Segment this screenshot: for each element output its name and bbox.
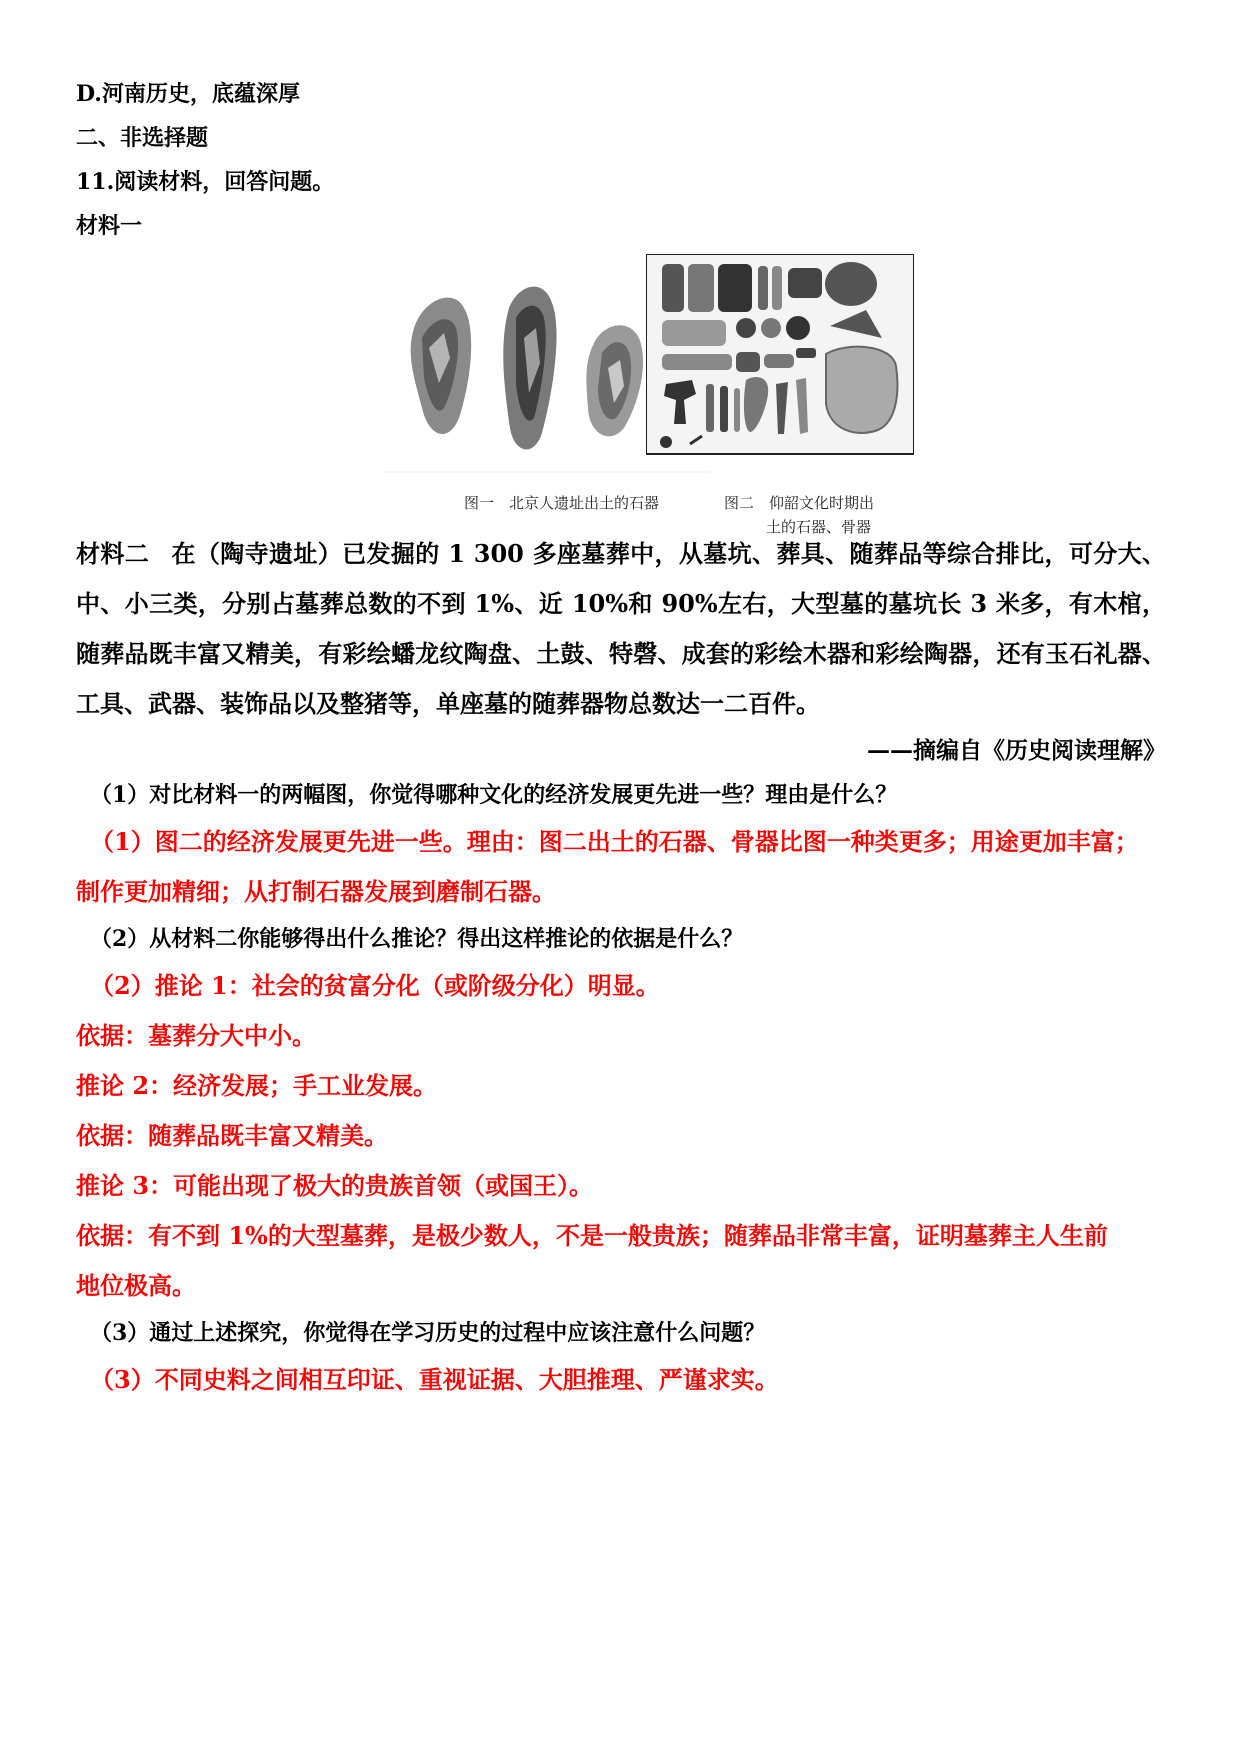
answer-2-basis-1: 依据：墓葬分大中小。 (76, 1021, 316, 1050)
answer-2-inference-2: 推论 2：经济发展；手工业发展。 (76, 1071, 438, 1100)
answer-1-line-2: 制作更加精细；从打制石器发展到磨制石器。 (76, 877, 556, 906)
answer-2-basis-3-line-2: 地位极高。 (76, 1271, 196, 1300)
figures-area (76, 254, 1166, 536)
material-1-label: 材料一 (76, 213, 143, 239)
question-11-title: 11.阅读材料，回答问题。 (76, 169, 335, 195)
figure-2-caption-line-1: 图二 仰韶文化时期出 (724, 494, 875, 512)
answer-1-line-1: （1）图二的经济发展更先进一些。理由：图二出土的石器、骨器比图一种类更多；用途更加丰富； (90, 827, 1139, 856)
material-2-source: ——摘编自《历史阅读理解》 (867, 737, 1166, 764)
option-d: D.河南历史，底蕴深厚 (76, 81, 300, 107)
answer-2-basis-3-line-1: 依据：有不到 1%的大型墓葬，是极少数人，不是一般贵族；随葬品非常丰富，证明墓葬主人生前 (76, 1221, 1108, 1250)
figure-1-caption: 图一 北京人遗址出土的石器 (464, 494, 660, 512)
answer-2-inference-3: 推论 3：可能出现了极大的贵族首领（或国王）。 (76, 1171, 594, 1200)
question-2: （2）从材料二你能够得出什么推论？得出这样推论的依据是什么？ (90, 926, 744, 952)
question-3: （3）通过上述探究，你觉得在学习历史的过程中应该注意什么问题？ (90, 1320, 766, 1346)
material-2-paragraph (76, 529, 1166, 729)
answer-3: （3）不同史料之间相互印证、重视证据、大胆推理、严谨求实。 (90, 1365, 779, 1394)
section-heading: 二、非选择题 (76, 125, 209, 151)
answer-2-inference-1: （2）推论 1：社会的贫富分化（或阶级分化）明显。 (90, 971, 660, 1000)
document-page (76, 72, 1166, 1405)
question-1: （1）对比材料一的两幅图，你觉得哪种文化的经济发展更先进一些？理由是什么？ (90, 782, 898, 808)
material-2-label: 材料二 (76, 539, 150, 568)
figure-2-yangshao-tools-image (646, 254, 914, 516)
figure-2-caption-line-2: 土的石器、骨器 (766, 518, 872, 536)
material-2-text: 在（陶寺遗址）已发掘的 1 300 多座墓葬中，从墓坑、葬具、随葬品等综合排比，可分大、中、小三类，分别占墓葬总数的不到 1%、近 10%和 90%左右，大型墓的墓坑长 3 米多，有木棺，随葬品既丰富又精美，有彩绘蟠龙纹陶盘、土鼓、特磬、成套的彩绘木器和彩绘陶器，还有玉石礼器、工具、武器、装饰品以及整猪等，单座墓的随葬器物总数达一二百件。 (76, 539, 1166, 718)
answer-2-basis-2: 依据：随葬品既丰富又精美。 (76, 1121, 388, 1150)
